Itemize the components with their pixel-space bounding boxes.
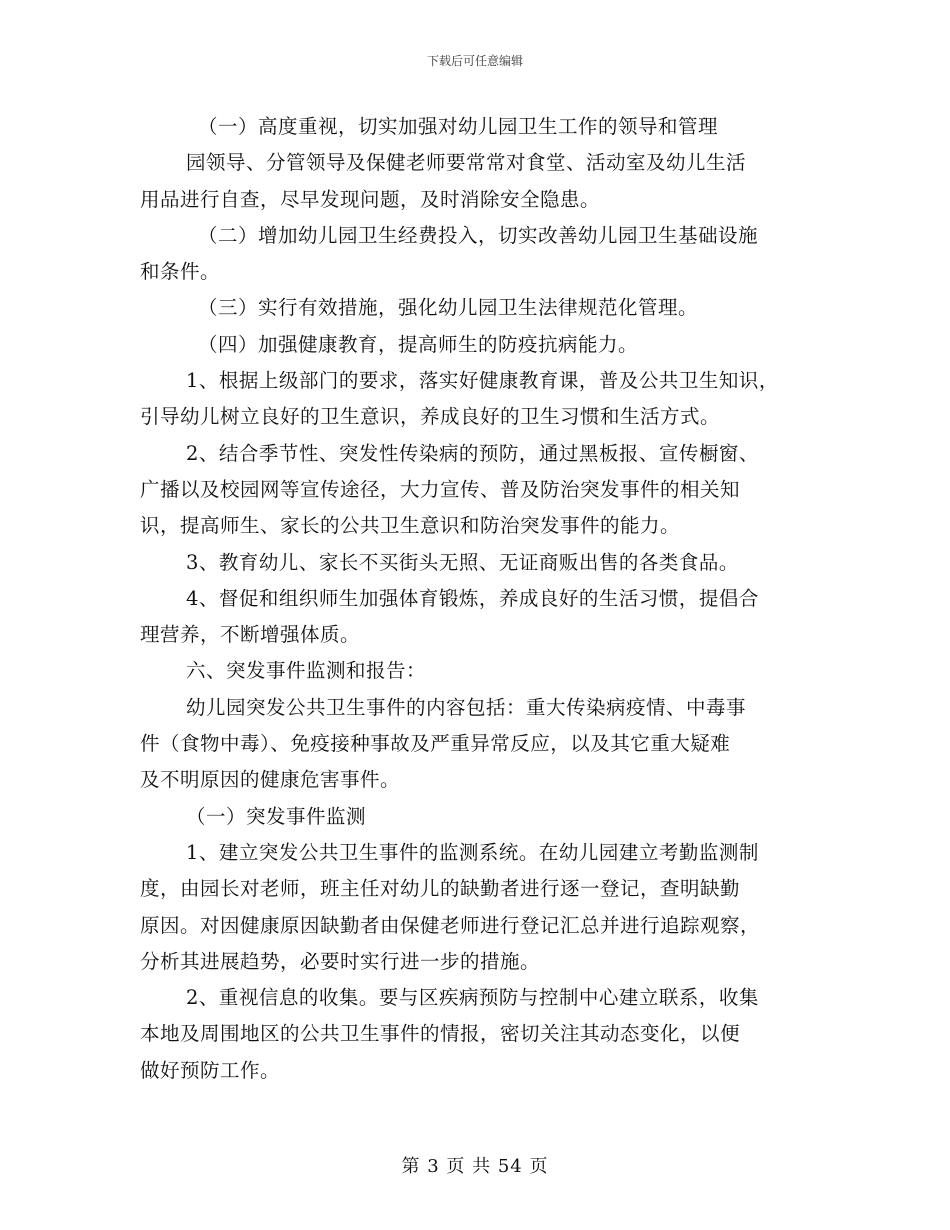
subsection-heading: （一）突发事件监测: [186, 804, 367, 828]
text-line: 2、结合季节性、突发性传染病的预防，通过黑板报、宣传橱窗、: [186, 441, 759, 465]
document-body: [140, 109, 820, 1089]
text-line: 及不明原因的健康危害事件。: [140, 768, 401, 792]
text-line: 识，提高师生、家长的公共卫生意识和防治突发事件的能力。: [140, 514, 681, 538]
page-header: 下载后可任意编辑: [426, 54, 523, 68]
text-line: 件（食物中毒）、免疫接种事故及严重异常反应，以及其它重大疑难: [140, 732, 731, 756]
text-line: 引导幼儿树立良好的卫生意识，养成良好的卫生习惯和生活方式。: [140, 405, 721, 429]
text-line: （三）实行有效措施，强化幼儿园卫生法律规范化管理。: [198, 296, 699, 320]
text-line: 分析其进展趋势，必要时实行进一步的措施。: [140, 949, 541, 973]
text-line: 广播以及校园网等宣传途径，大力宣传、普及防治突发事件的相关知: [140, 477, 741, 501]
text-line: 3、教育幼儿、家长不买街头无照、无证商贩出售的各类食品。: [186, 550, 739, 574]
text-line: 本地及周围地区的公共卫生事件的情报，密切关注其动态变化，以便: [140, 1022, 741, 1046]
text-line: 用品进行自查，尽早发现问题，及时消除安全隐患。: [140, 187, 601, 211]
text-line: 幼儿园突发公共卫生事件的内容包括：重大传染病疫情、中毒事: [186, 695, 747, 719]
text-line: （四）加强健康教育，提高师生的防疫抗病能力。: [198, 332, 639, 356]
text-line: （一）高度重视，切实加强对幼儿园卫生工作的领导和管理: [198, 115, 719, 138]
text-line: 原因。对因健康原因缺勤者由保健老师进行登记汇总并进行追踪观察，: [140, 913, 761, 937]
page-number: 第 3 页 共 54 页: [401, 1156, 549, 1177]
text-line: 和条件。: [140, 260, 221, 284]
text-line: 园领导、分管领导及保健老师要常常对食堂、活动室及幼儿生活: [186, 151, 747, 175]
text-line: 1、建立突发公共卫生事件的监测系统。在幼儿园建立考勤监测制: [186, 840, 759, 864]
text-line: 4、督促和组织师生加强体育锻炼，养成良好的生活习惯，提倡合: [186, 586, 759, 610]
text-line: （二）增加幼儿园卫生经费投入，切实改善幼儿园卫生基础设施: [198, 223, 759, 247]
section-heading: 六、突发事件监测和报告：: [186, 659, 427, 683]
text-line: 1、根据上级部门的要求，落实好健康教育课，普及公共卫生知识，: [186, 369, 779, 393]
text-line: 2、重视信息的收集。要与区疾病预防与控制中心建立联系，收集: [186, 986, 759, 1010]
text-line: 度，由园长对老师，班主任对幼儿的缺勤者进行逐一登记，查明缺勤: [140, 877, 741, 901]
text-line: 做好预防工作。: [140, 1058, 281, 1082]
text-line: 理营养，不断增强体质。: [140, 623, 361, 647]
